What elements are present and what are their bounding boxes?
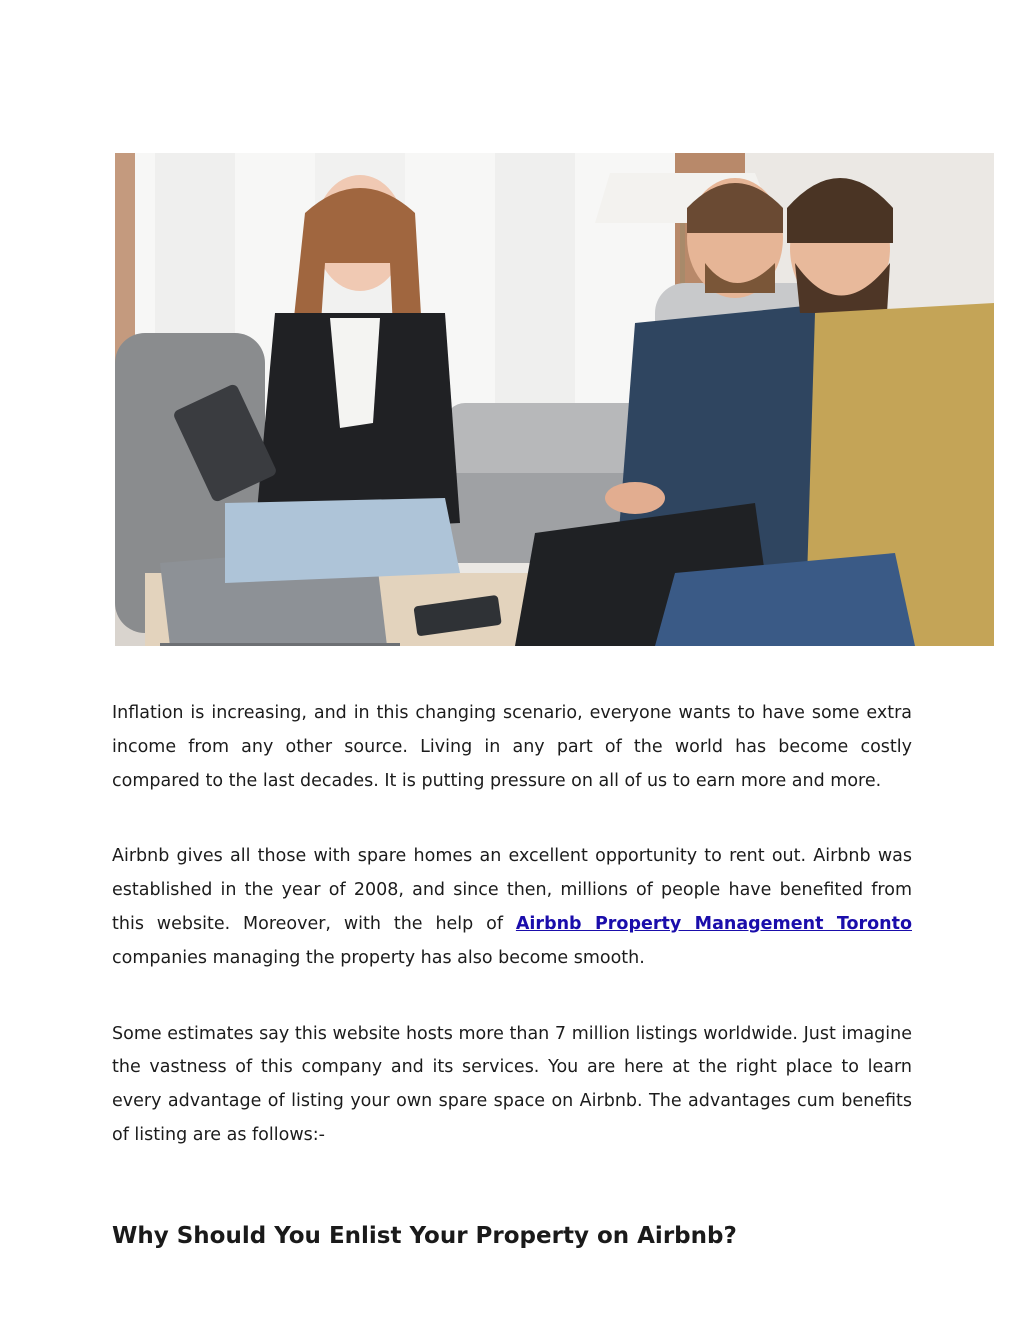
paragraph-listings-estimate: Some estimates say this website hosts more than 7 million listings worldwide. Just imagine the vastness of this company and its services. You are here at the right place to learn every advantage of listing your own spare space on Airbnb. The advantages cum benefits of listing are as follows:-	[112, 1023, 912, 1145]
airbnb-property-management-toronto-link[interactable]: Airbnb Property Management Toronto	[515, 913, 912, 934]
paragraph-text-before-link: Airbnb gives all those with spare homes an excellent opportunity to rent out. Airbnb was established in the year of 2008, and since then, millions of people have benefited from this website. Moreover, with the help of	[112, 846, 912, 934]
paragraph-inflation: Inflation is increasing, and in this changing scenario, everyone wants to have some extra income from any other source. Living in any part of the world has become costly compared to the last decades. It is putting pressure on all of us to earn more and more.	[112, 703, 912, 791]
article-body	[112, 697, 912, 1153]
article-photo	[115, 153, 994, 646]
paragraph-airbnb-opportunity	[112, 840, 912, 975]
paragraph-text-after-link: companies managing the property has also become smooth.	[112, 947, 645, 968]
section-heading: Why Should You Enlist Your Property on Airbnb?	[112, 1223, 737, 1249]
photo-illustration	[115, 153, 994, 646]
